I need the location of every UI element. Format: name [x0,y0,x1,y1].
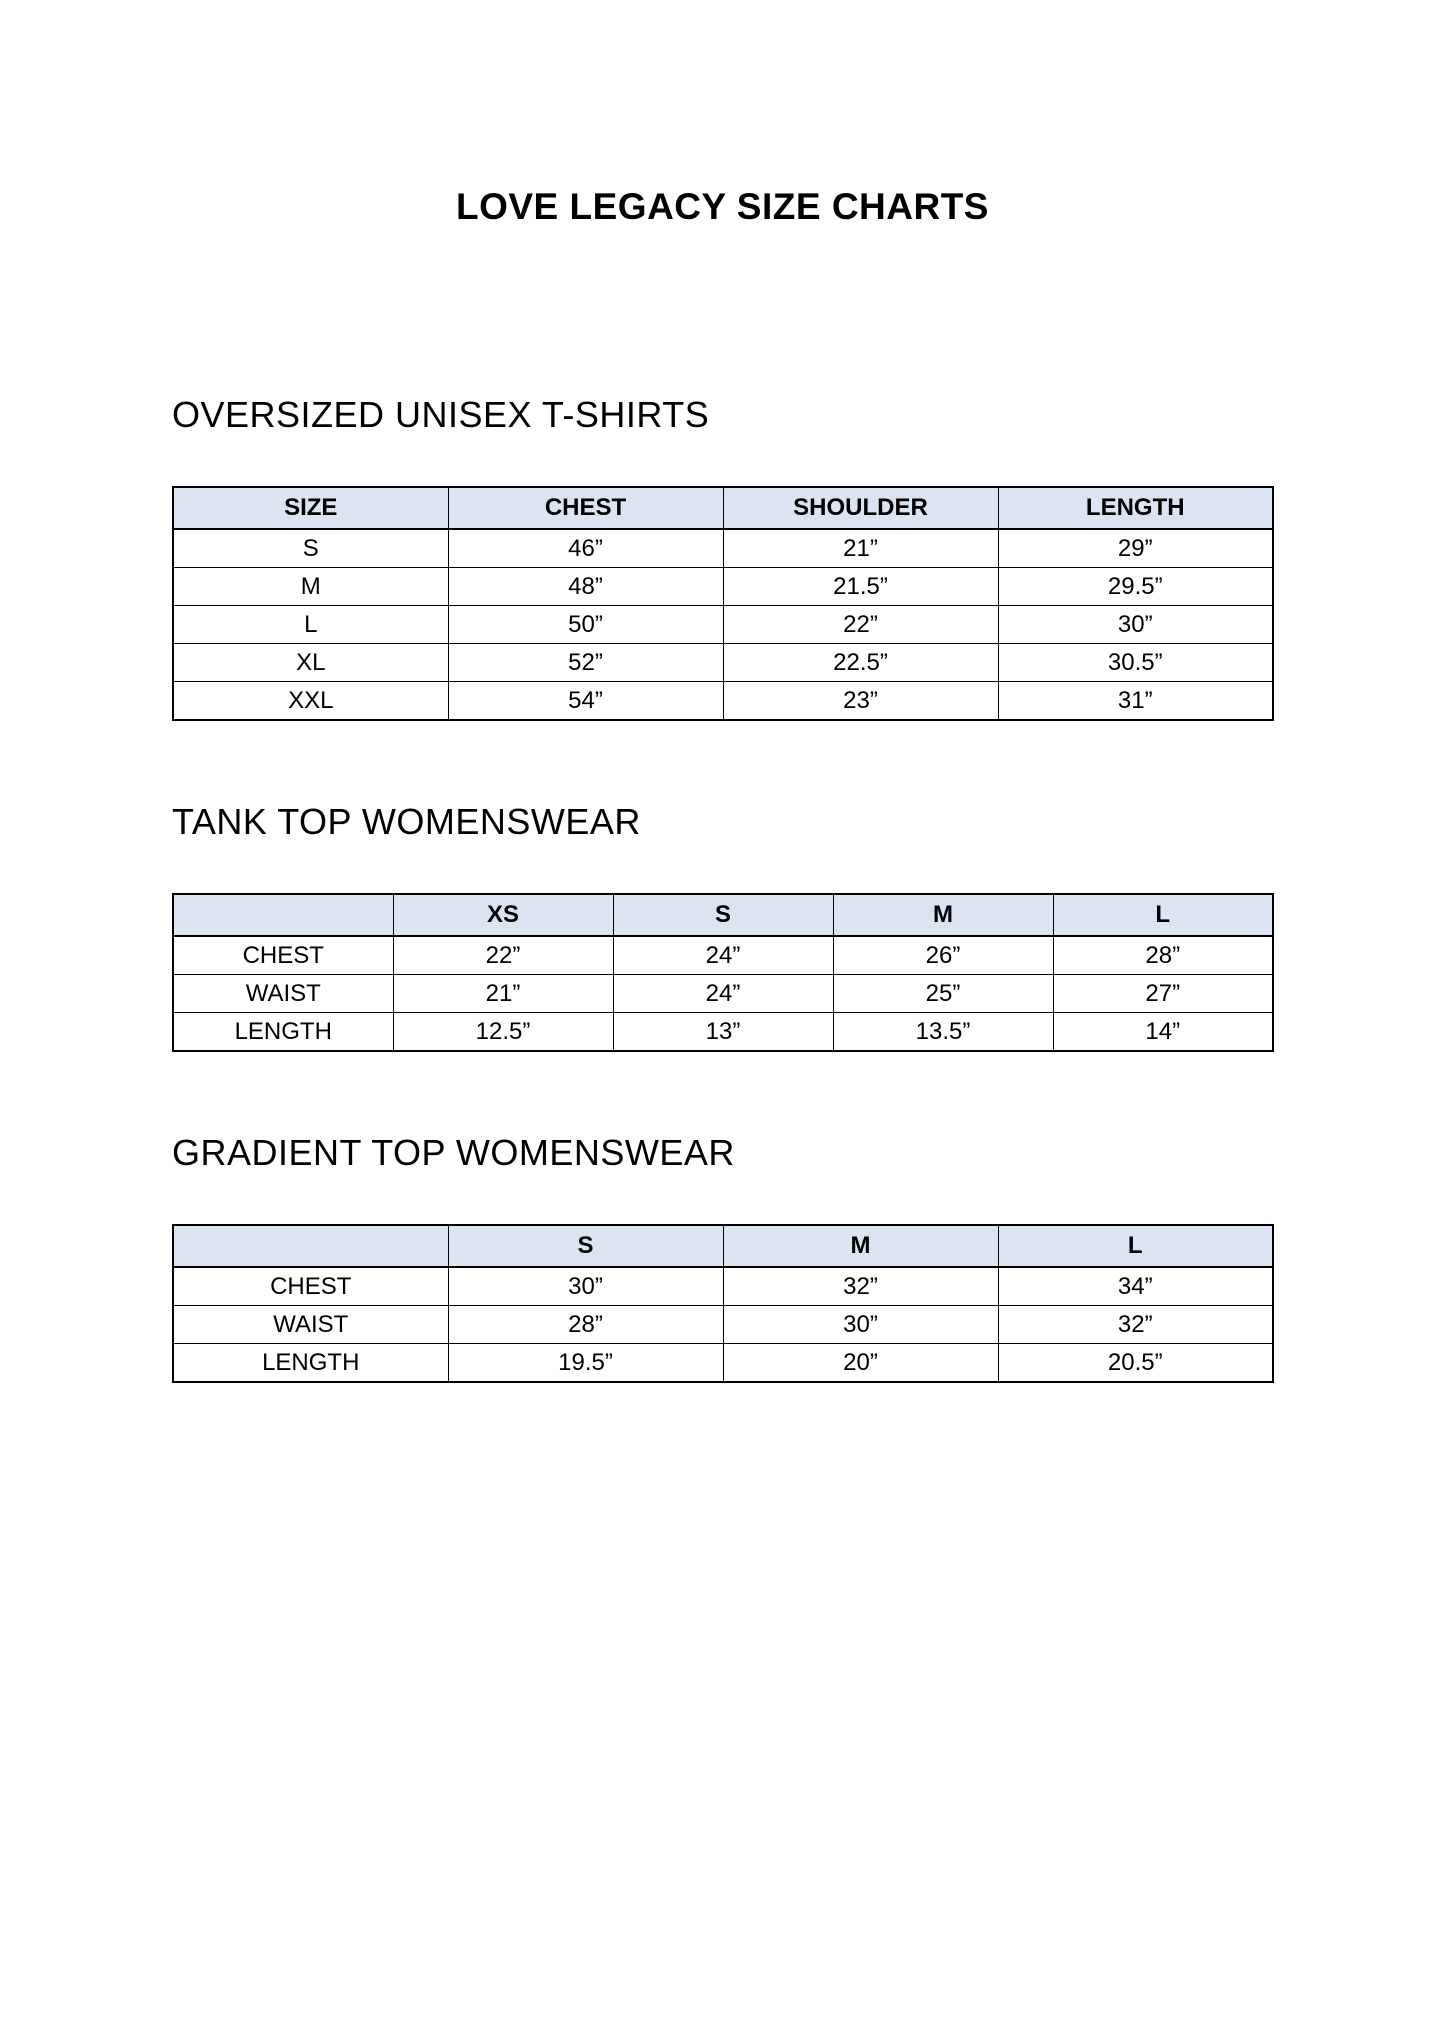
table-cell: 31” [998,682,1273,721]
table-cell: 22.5” [723,644,998,682]
table-cell: L [173,606,448,644]
table-cell: 29.5” [998,568,1273,606]
table-cell: 27” [1053,975,1273,1013]
table-row [173,975,1273,1013]
table-cell: WAIST [173,1306,448,1344]
size-table-header-row [173,487,1273,529]
column-header [173,894,393,936]
table-row [173,644,1273,682]
column-header [173,1225,448,1267]
size-table [172,1224,1274,1383]
column-header: XS [393,894,613,936]
table-cell: 46” [448,529,723,568]
table-cell: WAIST [173,975,393,1013]
table-cell: 25” [833,975,1053,1013]
size-table-body [173,1267,1273,1382]
column-header: L [1053,894,1273,936]
size-table [172,893,1274,1052]
header-row [173,1225,1273,1267]
table-cell: M [173,568,448,606]
column-header: M [833,894,1053,936]
table-cell: 19.5” [448,1344,723,1383]
table-row [173,529,1273,568]
table-cell: S [173,529,448,568]
table-cell: 28” [448,1306,723,1344]
table-cell: 32” [998,1306,1273,1344]
header-row [173,894,1273,936]
table-cell: 26” [833,936,1053,975]
table-cell: XXL [173,682,448,721]
table-cell: 21.5” [723,568,998,606]
column-header: SIZE [173,487,448,529]
table-cell: XL [173,644,448,682]
table-cell: 50” [448,606,723,644]
table-cell: 52” [448,644,723,682]
table-cell: 21” [393,975,613,1013]
table-row [173,936,1273,975]
table-cell: 34” [998,1267,1273,1306]
page-title: LOVE LEGACY SIZE CHARTS [456,186,989,227]
column-header: SHOULDER [723,487,998,529]
sections [172,394,1274,1383]
table-row [173,1306,1273,1344]
table-cell: 30” [998,606,1273,644]
table-cell: 29” [998,529,1273,568]
column-header: LENGTH [998,487,1273,529]
table-cell: 24” [613,936,833,975]
table-row [173,1267,1273,1306]
size-table-header-row [173,1225,1273,1267]
table-cell: CHEST [173,1267,448,1306]
table-cell: 12.5” [393,1013,613,1052]
table-cell: 30” [448,1267,723,1306]
table-cell: 32” [723,1267,998,1306]
size-table [172,486,1274,721]
table-cell: 30” [723,1306,998,1344]
size-table-body [173,529,1273,720]
table-row [173,682,1273,721]
table-row [173,606,1273,644]
column-header: M [723,1225,998,1267]
table-cell: 22” [723,606,998,644]
table-row [173,1344,1273,1383]
column-header: L [998,1225,1273,1267]
section-heading: TANK TOP WOMENSWEAR [172,801,641,842]
table-cell: 30.5” [998,644,1273,682]
table-cell: 48” [448,568,723,606]
table-cell: 24” [613,975,833,1013]
table-cell: 13.5” [833,1013,1053,1052]
column-header: CHEST [448,487,723,529]
table-cell: 28” [1053,936,1273,975]
column-header: S [613,894,833,936]
table-cell: 22” [393,936,613,975]
table-cell: 20.5” [998,1344,1273,1383]
section-heading: GRADIENT TOP WOMENSWEAR [172,1132,735,1173]
table-cell: CHEST [173,936,393,975]
table-cell: LENGTH [173,1344,448,1383]
table-row [173,1013,1273,1052]
column-header: S [448,1225,723,1267]
table-row [173,568,1273,606]
table-cell: 54” [448,682,723,721]
table-cell: 20” [723,1344,998,1383]
header-row [173,487,1273,529]
section-heading: OVERSIZED UNISEX T-SHIRTS [172,394,710,435]
table-cell: 13” [613,1013,833,1052]
table-cell: LENGTH [173,1013,393,1052]
size-chart-section [172,801,1274,1052]
size-table-header-row [173,894,1273,936]
table-cell: 23” [723,682,998,721]
table-cell: 14” [1053,1013,1273,1052]
size-chart-section [172,1132,1274,1383]
size-chart-section [172,394,1274,721]
table-cell: 21” [723,529,998,568]
size-table-body [173,936,1273,1051]
